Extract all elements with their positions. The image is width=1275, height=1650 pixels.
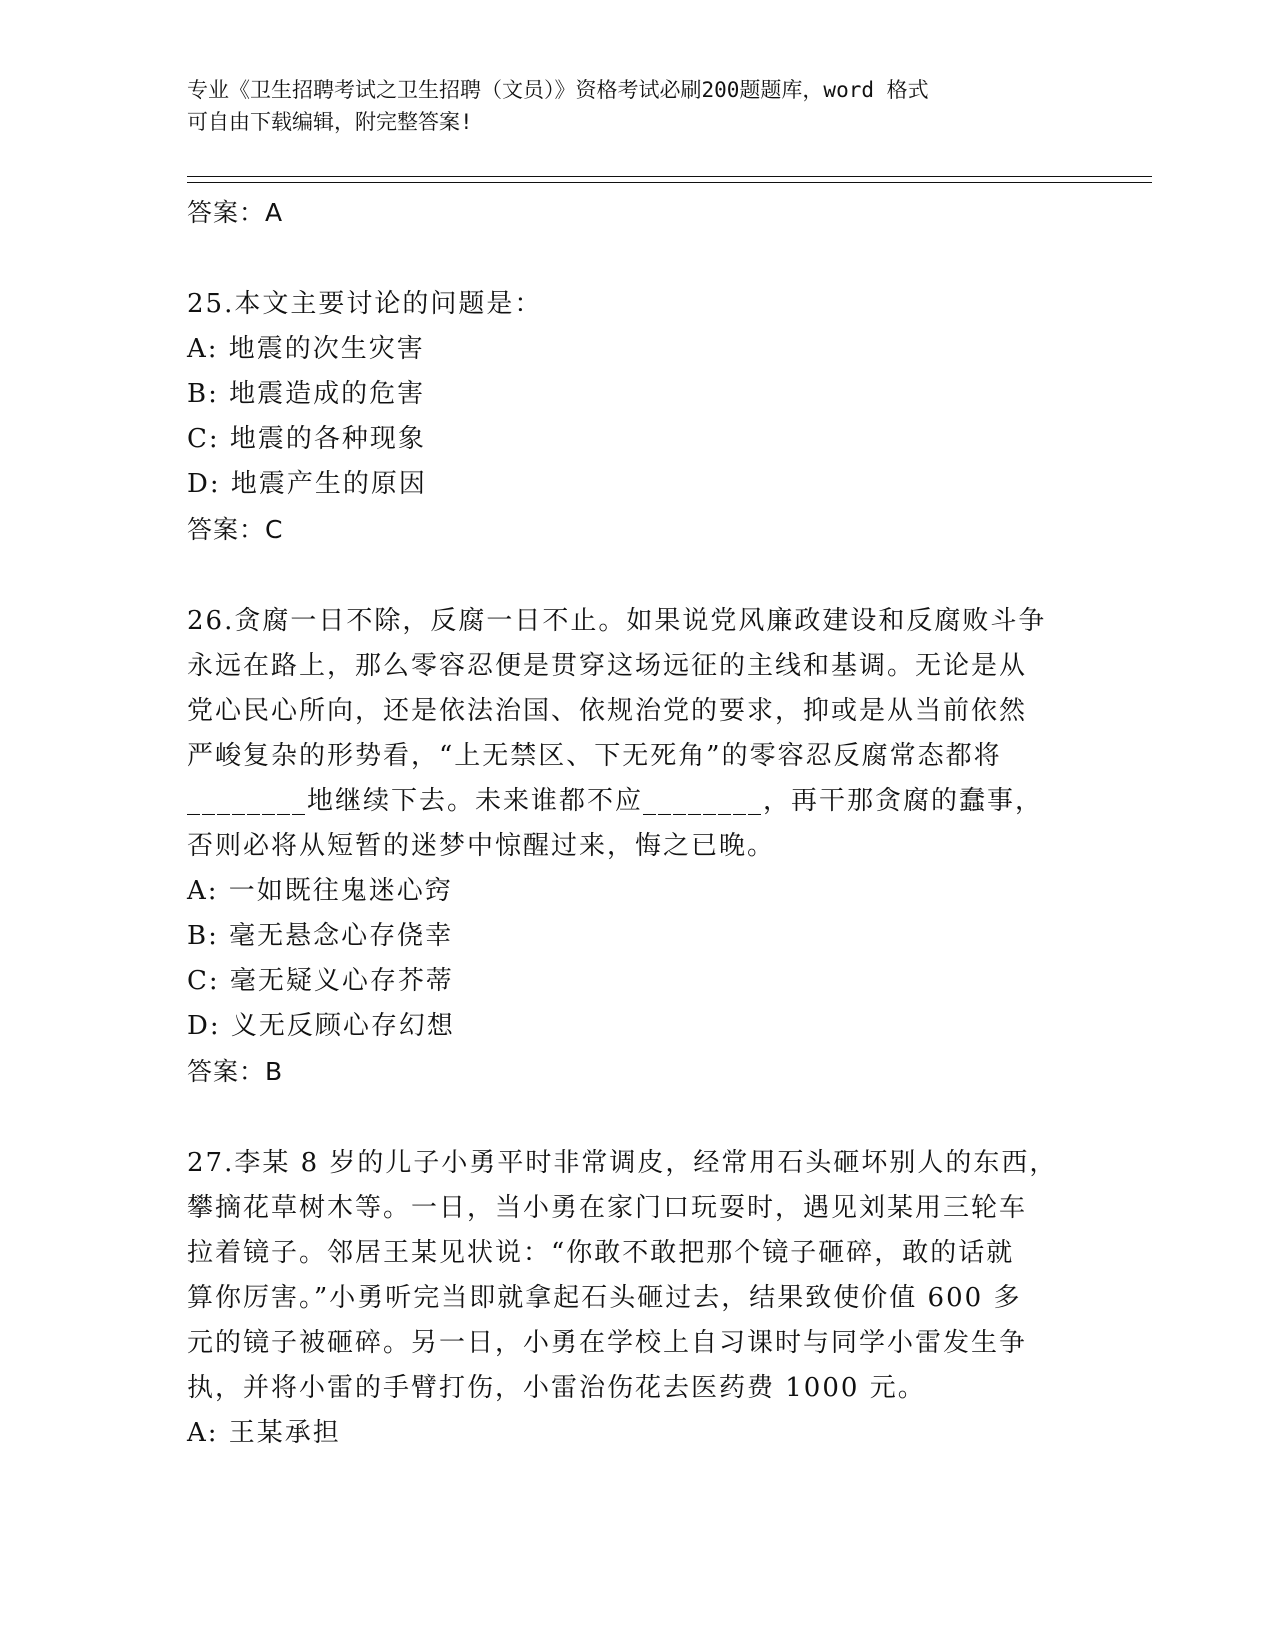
option-b: B: 地震造成的危害 <box>187 379 426 409</box>
option-a: A: 地震的次生灾害 <box>187 334 425 364</box>
question-stem-line: 拉着镜子。邻居王某见状说：“你敢不敢把那个镜子砸碎，敢的话就 <box>187 1238 1015 1268</box>
question-stem-line: 严峻复杂的形势看，“上无禁区、下无死角”的零容忍反腐常态都将 <box>187 741 1002 771</box>
previous-answer: 答案：A <box>187 198 284 227</box>
option-d: D: 义无反顾心存幻想 <box>187 1011 455 1041</box>
header-divider-top <box>187 176 1152 177</box>
option-d: D: 地震产生的原因 <box>187 469 427 499</box>
spacer <box>187 1094 1087 1141</box>
question-stem-line: 党心民心所向，还是依法治国、依规治党的要求，抑或是从当前依然 <box>187 696 1028 726</box>
question-stem-line: 否则必将从短暂的迷梦中惊醒过来，悔之已晚。 <box>187 831 776 861</box>
question-stem-line: 25.本文主要讨论的问题是： <box>187 289 543 319</box>
question-27 <box>187 1141 1087 1456</box>
question-stem-line: ________地继续下去。未来谁都不应________，再干那贪腐的蠢事， <box>187 786 1044 816</box>
spacer <box>187 552 1087 599</box>
question-stem-line: 永远在路上，那么零容忍便是贯穿这场远征的主线和基调。无论是从 <box>187 651 1028 681</box>
question-stem-line: 元的镜子被砸碎。另一日，小勇在学校上自习课时与同学小雷发生争 <box>187 1328 1028 1358</box>
spacer <box>187 235 1087 282</box>
header-title-line-2: 可自由下载编辑，附完整答案! <box>187 110 473 134</box>
question-stem <box>187 282 1087 327</box>
header-title-line-1: 专业《卫生招聘考试之卫生招聘（文员）》资格考试必刷200题题库，word 格式 <box>187 78 929 102</box>
document-body <box>187 190 1087 1456</box>
option-c: C: 毫无疑义心存芥蒂 <box>187 966 454 996</box>
question-stem-line: 算你厉害。”小勇听完当即就拿起石头砸过去，结果致使价值 600 多 <box>187 1283 1022 1313</box>
question-stem-line: 攀摘花草树木等。一日，当小勇在家门口玩耍时，遇见刘某用三轮车 <box>187 1193 1028 1223</box>
document-header <box>187 74 1087 138</box>
option-b: B: 毫无悬念心存侥幸 <box>187 921 454 951</box>
answer-label: 答案：C <box>187 515 284 544</box>
question-stem-line: 26.贪腐一日不除，反腐一日不止。如果说党风廉政建设和反腐败斗争 <box>187 606 1047 636</box>
question-25 <box>187 282 1087 552</box>
question-stem-line: 执，并将小雷的手臂打伤，小雷治伤花去医药费 1000 元。 <box>187 1373 926 1403</box>
question-stem <box>187 599 1087 869</box>
option-a: A: 王某承担 <box>187 1418 341 1448</box>
header-divider-bottom <box>187 182 1152 183</box>
question-26 <box>187 599 1087 1094</box>
option-c: C: 地震的各种现象 <box>187 424 426 454</box>
question-stem-line: 27.李某 8 岁的儿子小勇平时非常调皮，经常用石头砸坏别人的东西， <box>187 1148 1058 1178</box>
answer-label: 答案：B <box>187 1057 284 1086</box>
question-stem <box>187 1141 1087 1411</box>
option-a: A: 一如既往鬼迷心窍 <box>187 876 453 906</box>
